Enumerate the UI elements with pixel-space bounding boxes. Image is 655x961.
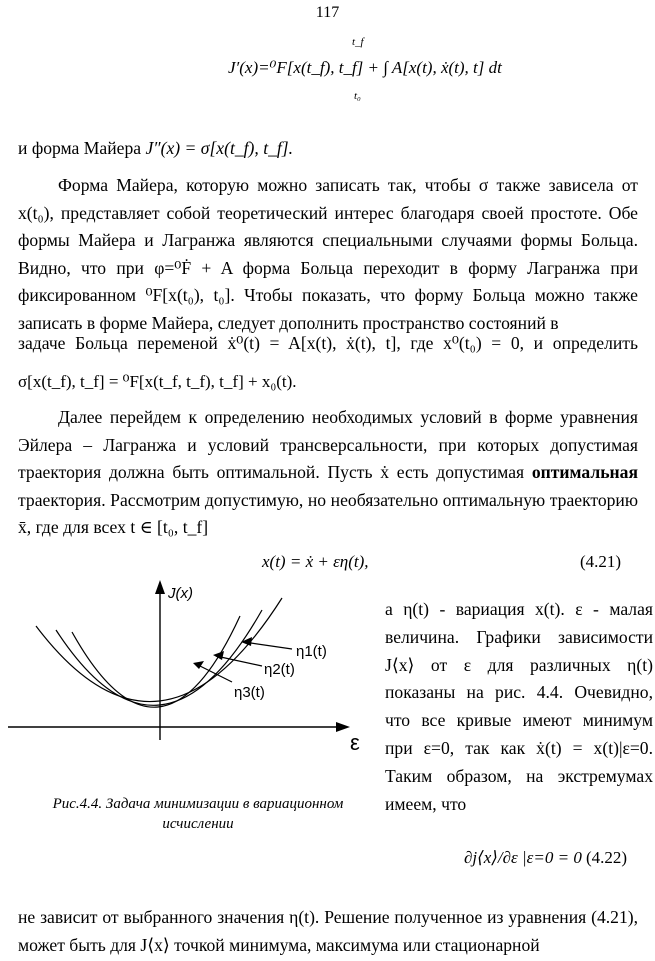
figure-caption [18,794,378,834]
curve-eta3 [72,616,240,707]
label-eta3: η3(t) [234,684,265,701]
paragraph-1-text-b: задаче Больца переменой ẋ⁰(t) = A[x(t), ẋ(t), t], где x⁰(t₀) = 0, и определить [18,333,638,353]
side-text [385,596,653,818]
side-text-body: а η(t) - вариация x(t). ε - малая величина. Графики зависимости J⟨x⟩ от ε для различных η(t) показаны на рис. 4.4. Очевидно, что все кривые имеют минимум при ε=0, так как ẋ(t) = x(t)|ε=0. Таким образом, на экстремумах имеем, что [385,599,653,814]
integral-upper-limit: t_f [352,36,364,48]
paragraph-2-text-a: Далее перейдем к определению необходимых условий в форме уравнения Эйлера – Лагранжа и условий трансверсальности, при которых допустимая траектория должна быть оптимальной. Пусть ẋ есть допустимая [18,407,638,482]
equation-4-22-number: (4.22) [586,848,628,867]
label-eta2: η2(t) [264,661,295,678]
integral-lower-limit: t₀ [354,90,361,102]
y-axis-arrow [155,580,165,594]
equation-bolza [228,58,502,78]
sigma-definition [18,372,297,392]
paragraph-1-text: Форма Майера, которую можно записать так, чтобы σ также зависела от x(t₀), представляет собой теоретический интерес благодаря своей простоте. Обе формы Майера и Лагранжа являются специальными случаями формы Больца. Видно, что при φ=⁰Ḟ + A форма Больца переходит в форму Лагранжа при фиксированном ⁰F[x(t₀), t₀]. Чтобы показать, что форму Больца можно также записать в форме Майера, следует дополнить пространство состояний в [18,175,638,333]
equation-bolza-text: J′(x)=⁰F[x(t_f), t_f] + ∫ A[x(t), ẋ(t), t] dt [228,58,502,77]
paragraph-3-text: не зависит от выбранного значения η(t). Решение полученное из уравнения (4.21), может быть для J⟨x⟩ точкой минимума, максимума или стационарной [18,907,638,955]
sigma-definition-text: σ[x(t_f), t_f] = ⁰F[x(t_f, t_f), t_f] + x₀(t). [18,372,297,391]
figure-caption-line-1: Рис.4.4. Задача минимизации в вариационном [52,796,344,812]
figure-4-4 [0,570,380,820]
figure-caption-line-2: исчислении [162,816,234,832]
x-axis-label: ε [350,730,360,755]
paragraph-3 [18,904,638,959]
arrow-eta2-head [213,651,224,660]
page-number: 117 [315,4,340,21]
label-eta1: η1(t) [296,643,327,660]
mayer-intro: и форма Майера [18,138,146,158]
curve-eta2 [56,610,262,705]
paragraph-1-line-b [18,330,638,358]
equation-4-21: x(t) = ẋ + εη(t), [262,552,369,571]
x-axis-arrow [336,722,350,732]
paragraph-1 [18,172,638,337]
arrow-eta1-head [241,637,252,646]
mayer-equation: J″(x) = σ[x(t_f), t_f]. [145,138,294,158]
y-axis-label: J(x) [168,585,193,602]
paragraph-2-bold: оптимальная [531,462,638,482]
equation-4-21-number: (4.21) [580,552,622,571]
arrow-eta2 [216,656,262,666]
paragraph-2-text-b: траектория. Рассмотрим допустимую, но необязательно оптимальную траекторию x̄, где для всех t ∈ [t₀, t_f] [18,489,638,537]
equation-4-22: ∂j⟨x⟩/∂ε |ε=0 = 0 [464,848,582,867]
mayer-line [18,138,293,159]
paragraph-2 [18,404,638,542]
